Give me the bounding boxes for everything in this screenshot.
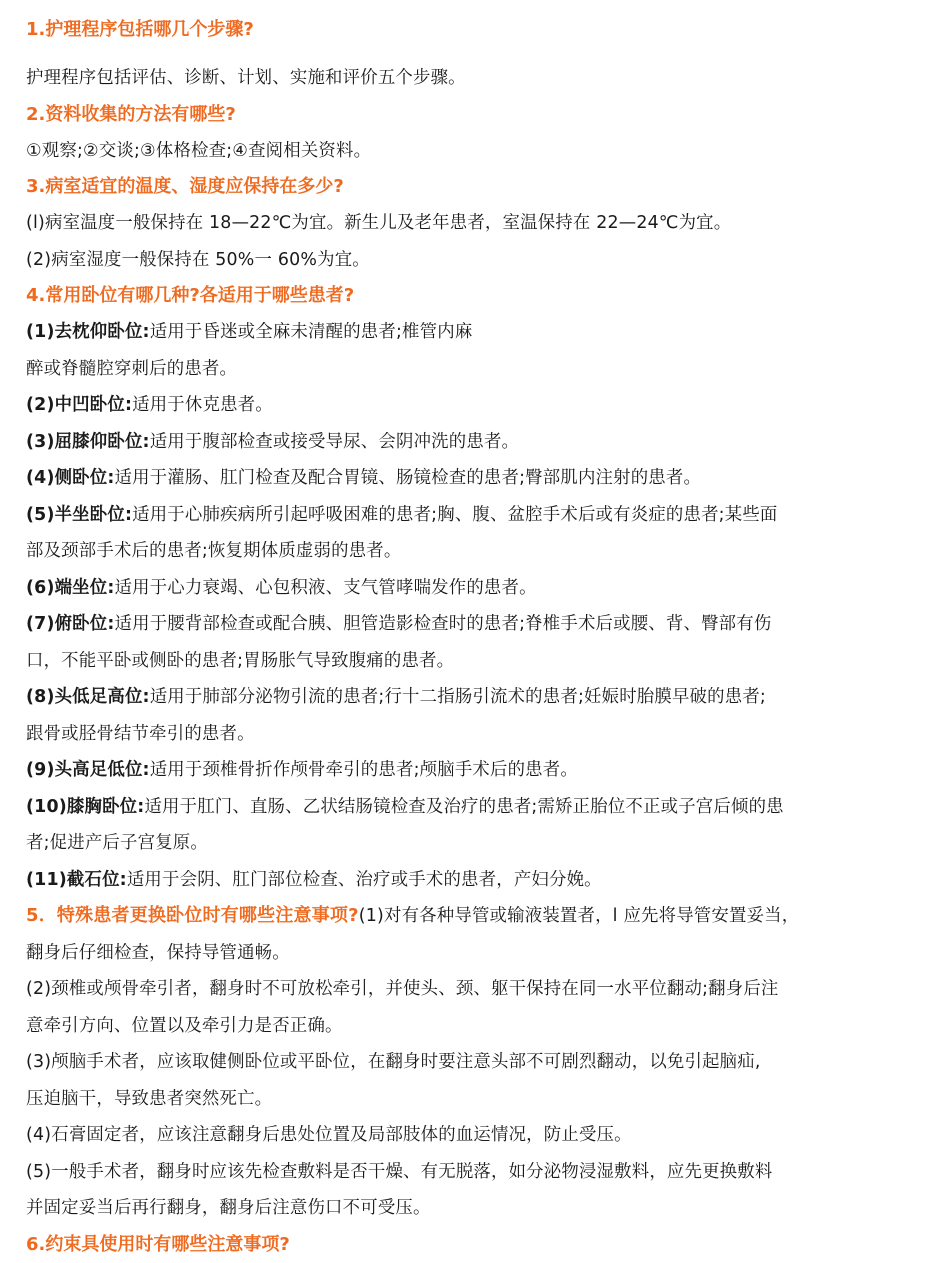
question-5-line: 意牵引方向、位置以及牵引力是否正确。 (26, 1015, 343, 1036)
question-5-line: (5)一般手术者，翻身时应该先检查敷料是否干燥、有无脱落，如分泌物浸湿敷料，应先更换敷料 (26, 1161, 773, 1182)
position-item (26, 679, 936, 716)
position-term: (10)膝胸卧位: (26, 796, 145, 817)
position-item (26, 606, 936, 643)
position-desc: 适用于心肺疾病所引起呼吸困难的患者;胸、腹、盆腔手术后或有炎症的患者;某些面 (132, 504, 778, 525)
position-item-continued: 者;促进产后子宫复原。 (26, 833, 208, 853)
document-page (26, 12, 936, 1263)
position-desc: 适用于肺部分泌物引流的患者;行十二指肠引流术的患者;妊娠时胎膜早破的患者; (149, 687, 766, 707)
position-item-continued: 醉或脊髓腔穿刺后的患者。 (26, 358, 238, 379)
question-4-heading: 4.常用卧位有哪几种?各适用于哪些患者? (26, 285, 355, 306)
position-desc: 适用于休克患者。 (132, 395, 273, 415)
position-item (26, 497, 936, 534)
position-item (26, 862, 936, 899)
position-term: (4)侧卧位: (26, 468, 115, 488)
position-term: (6)端坐位: (26, 577, 115, 598)
question-2-answer: ①观察;②交谈;③体格检查;④查阅相关资料。 (26, 140, 372, 161)
question-5-heading: 5．特殊患者更换卧位时有哪些注意事项? (26, 905, 359, 926)
question-5-line: (3)颅脑手术者，应该取健侧卧位或平卧位，在翻身时要注意头部不可剧烈翻动，以免引起脑疝, (26, 1052, 761, 1072)
question-6-heading: 6.约束具使用时有哪些注意事项? (26, 1233, 290, 1255)
position-item (26, 789, 936, 826)
question-3-line-1: (l)病室温度一般保持在 18—22℃为宜。新生儿及老年患者，室温保持在 22—24℃为宜。 (26, 213, 732, 233)
question-3-line-2: (2)病室湿度一般保持在 50%一 60%为宜。 (26, 249, 370, 270)
position-desc: 适用于会阴、肛门部位检查、治疗或手术的患者，产妇分娩。 (126, 869, 602, 890)
position-term: (1)去枕仰卧位: (26, 322, 150, 342)
question-5-line: (1)对有各种导管或输液装置者，l 应先将导管安置妥当， (358, 906, 800, 926)
question-5-first-line (26, 898, 936, 935)
question-2-heading: 2.资料收集的方法有哪些? (26, 103, 236, 125)
question-1-answer: 护理程序包括评估、诊断、计划、实施和评价五个步骤。 (26, 68, 466, 88)
spacer (26, 48, 936, 60)
position-desc: 适用于腰背部检查或配合胰、胆管造影检查时的患者;脊椎手术后或腰、背、臀部有伤 (114, 614, 772, 634)
question-5-line: (2)颈椎或颅骨牵引者，翻身时不可放松牵引，并使头、颈、躯干保持在同一水平位翻动;翻身后注 (26, 979, 779, 999)
position-item (26, 387, 936, 424)
position-item-continued: 部及颈部手术后的患者;恢复期体质虚弱的患者。 (26, 541, 402, 561)
position-term: (8)头低足高位: (26, 687, 150, 707)
question-5-line: (4)石膏固定者，应该注意翻身后患处位置及局部肢体的血运情况，防止受压。 (26, 1125, 632, 1145)
position-term: (3)屈膝仰卧位: (26, 431, 150, 452)
position-desc: 适用于灌肠、肛门检查及配合胃镜、肠镜检查的患者;臀部肌内注射的患者。 (114, 468, 702, 488)
position-desc: 适用于肛门、直肠、乙状结肠镜检查及治疗的患者;需矫正胎位不正或子宫后倾的患 (144, 796, 784, 817)
question-3-heading: 3.病室适宜的温度、湿度应保持在多少? (26, 176, 344, 197)
question-1-heading: 1.护理程序包括哪几个步骤? (26, 19, 254, 40)
position-item (26, 314, 936, 351)
position-desc: 适用于腹部检查或接受导尿、会阴冲洗的患者。 (149, 431, 520, 452)
position-desc: 适用于颈椎骨折作颅骨牵引的患者;颅脑手术后的患者。 (149, 760, 578, 780)
position-item (26, 424, 936, 461)
position-item (26, 752, 936, 789)
position-item-continued: 口，不能平卧或侧卧的患者;胃肠胀气导致腹痛的患者。 (26, 650, 455, 671)
position-term: (9)头高足低位: (26, 760, 150, 780)
position-item (26, 460, 936, 497)
position-term: (11)截石位: (26, 869, 127, 890)
position-desc: 适用于心力衰竭、心包积液、支气管哮喘发作的患者。 (114, 577, 537, 598)
position-term: (7)俯卧位: (26, 614, 115, 634)
position-item-continued: 跟骨或胫骨结节牵引的患者。 (26, 723, 255, 744)
question-5-line: 并固定妥当后再行翻身，翻身后注意伤口不可受压。 (26, 1198, 431, 1218)
position-term: (2)中凹卧位: (26, 395, 133, 415)
position-desc: 适用于昏迷或全麻未清醒的患者;椎管内麻 (149, 322, 473, 342)
question-5-line: 压迫脑干，导致患者突然死亡。 (26, 1088, 273, 1109)
position-term: (5)半坐卧位: (26, 504, 133, 525)
position-item (26, 570, 936, 607)
question-5-line: 翻身后仔细检查，保持导管通畅。 (26, 942, 290, 963)
